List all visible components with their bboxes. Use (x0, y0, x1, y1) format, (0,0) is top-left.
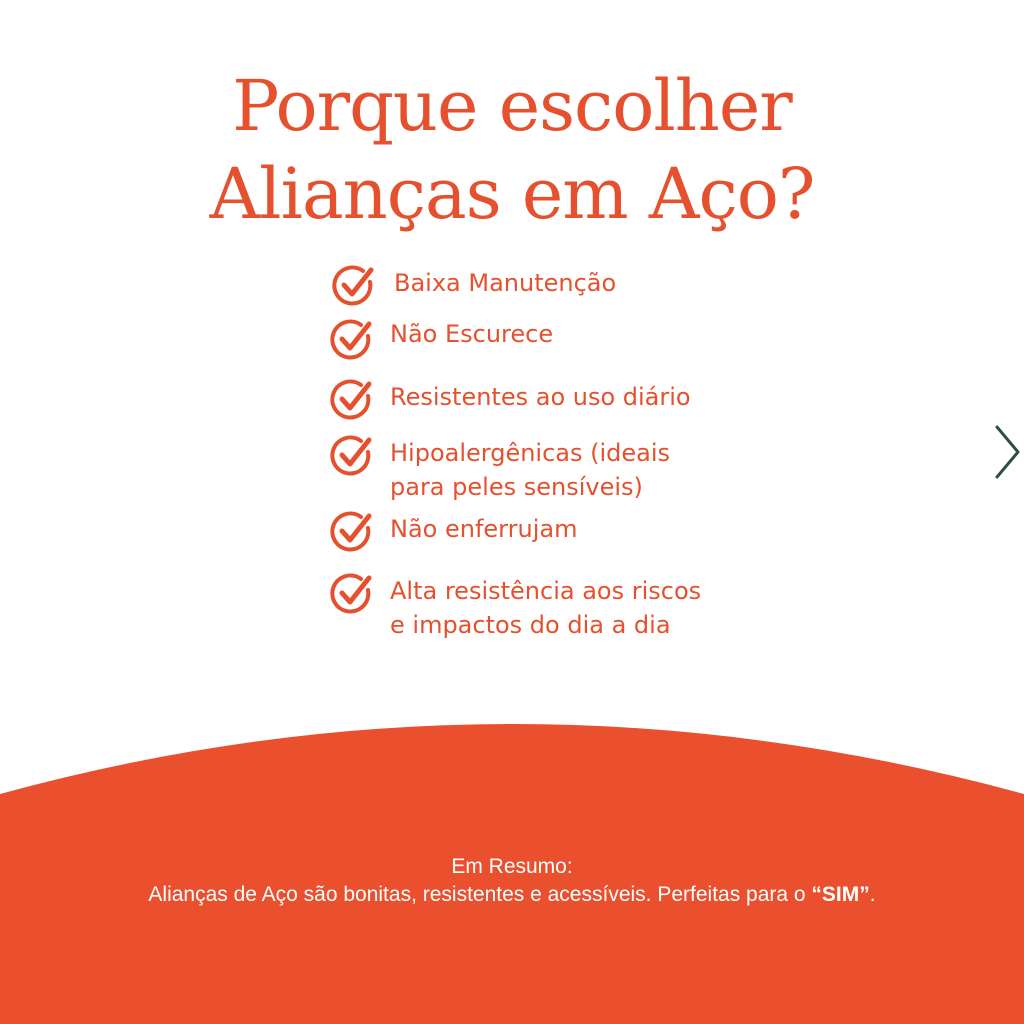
summary-heading: Em Resumo: (451, 855, 573, 878)
benefit-item (328, 508, 577, 556)
benefit-label: Baixa Manutenção (394, 269, 617, 297)
benefit-item (328, 432, 670, 504)
check-circle-icon (328, 316, 376, 364)
benefit-item (328, 316, 553, 364)
chevron-right-icon[interactable] (994, 424, 1024, 480)
title-line-1: Porque escolher (232, 65, 792, 147)
summary-text-line (0, 881, 1024, 909)
summary-text: Alianças de Aço são bonitas, resistentes e acessíveis. Perfeitas para o (148, 883, 812, 906)
check-circle-icon (328, 508, 376, 556)
summary-end: . (869, 883, 876, 906)
check-circle-icon (328, 570, 376, 618)
benefit-item (328, 570, 701, 642)
check-circle-icon (328, 376, 376, 424)
benefit-item (328, 376, 691, 424)
title-line-2: Alianças em Aço? (209, 153, 815, 235)
benefit-item (330, 262, 616, 310)
benefit-label: Não enferrujam (390, 515, 578, 543)
benefit-label: Resistentes ao uso diário (390, 383, 691, 411)
benefit-label: Alta resistência aos riscos e impactos do dia a dia (390, 577, 702, 639)
check-circle-icon (330, 262, 378, 310)
benefit-label: Não Escurece (390, 320, 554, 348)
summary-emphasis: “SIM” (811, 883, 870, 906)
benefit-label: Hipoalergênicas (ideais para peles sensíveis) (390, 439, 671, 501)
check-circle-icon (328, 432, 376, 480)
summary-box (0, 853, 1024, 909)
